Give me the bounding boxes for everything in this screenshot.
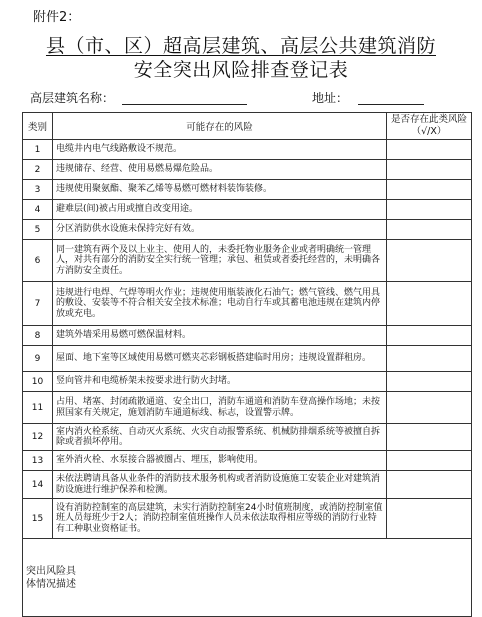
table-row <box>23 424 472 451</box>
form-fields <box>30 89 470 107</box>
table-row <box>23 346 472 372</box>
row-number: 12 <box>23 424 53 451</box>
check-cell[interactable] <box>387 392 472 424</box>
table-row <box>23 471 472 499</box>
address-field[interactable] <box>358 104 424 105</box>
row-number: 6 <box>23 240 53 282</box>
check-cell[interactable] <box>387 499 472 539</box>
table-row <box>23 392 472 424</box>
summary-label: 突出风险具体情况描述 <box>26 565 76 590</box>
row-number: 1 <box>23 140 53 160</box>
table-row <box>23 140 472 160</box>
risk-text: 设有消防控制室的高层建筑，未实行消防控制室24小时值班制度，或消防控制室值班人员每班少于2人；消防控制室值班操作人员未依法取得相应等级的消防行业特有工种职业资格证书。 <box>53 499 387 539</box>
risk-text: 违规储存、经营、使用易燃易爆危险品。 <box>53 160 387 180</box>
check-cell[interactable] <box>387 372 472 392</box>
check-cell[interactable] <box>387 160 472 180</box>
building-name-label: 高层建筑名称： <box>30 91 115 105</box>
address-label: 地址： <box>312 91 349 105</box>
attachment-label: 附件2： <box>33 10 81 25</box>
table-row <box>23 282 472 326</box>
check-cell[interactable] <box>387 451 472 471</box>
risk-text: 竖向管井和电缆桥架未按要求进行防火封堵。 <box>53 372 387 392</box>
check-cell[interactable] <box>387 200 472 220</box>
header-risk: 可能存在的风险 <box>53 113 387 140</box>
row-number: 10 <box>23 372 53 392</box>
row-number: 5 <box>23 220 53 240</box>
row-number: 9 <box>23 346 53 372</box>
table-row <box>23 326 472 346</box>
header-category: 类别 <box>23 113 53 140</box>
document-title-line-2: 安全突出风险排查登记表 <box>133 59 349 81</box>
row-number: 15 <box>23 499 53 539</box>
check-cell[interactable] <box>387 180 472 200</box>
table-row <box>23 499 472 539</box>
check-cell[interactable] <box>387 240 472 282</box>
check-cell[interactable] <box>387 140 472 160</box>
table-row <box>23 160 472 180</box>
check-cell[interactable] <box>387 424 472 451</box>
table-header-row <box>23 113 472 140</box>
check-cell[interactable] <box>387 346 472 372</box>
risk-text: 建筑外墙采用易燃可燃保温材料。 <box>53 326 387 346</box>
risk-text: 室内消火栓系统、自动灭火系统、火灾自动报警系统、机械防排烟系统等被擅自拆除或者损坏停用。 <box>53 424 387 451</box>
risk-text: 违规进行电焊、气焊等明火作业；违规使用瓶装液化石油气；燃气管线、燃气用具的敷设、安装等不符合相关安全技术标准；电动自行车或其蓄电池违规在建筑内停放或充电。 <box>53 282 387 326</box>
row-number: 2 <box>23 160 53 180</box>
table-row <box>23 451 472 471</box>
table-row <box>23 180 472 200</box>
risk-text: 避难层(间)被占用或擅自改变用途。 <box>53 200 387 220</box>
check-cell[interactable] <box>387 471 472 499</box>
check-cell[interactable] <box>387 282 472 326</box>
risk-text: 未依法聘请具备从业条件的消防技术服务机构或者消防设施施工安装企业对建筑消防设施进行维护保养和检测。 <box>53 471 387 499</box>
header-check: 是否存在此类风险（√/X） <box>387 113 472 140</box>
risk-text: 屋面、地下室等区域使用易燃可燃夹芯彩钢板搭建临时用房；违规设置群租房。 <box>53 346 387 372</box>
row-number: 7 <box>23 282 53 326</box>
document-title-line-1: 县（市、区）超高层建筑、高层公共建筑消防 <box>45 35 436 57</box>
row-number: 13 <box>23 451 53 471</box>
row-number: 8 <box>23 326 53 346</box>
table-row <box>23 372 472 392</box>
row-number: 14 <box>23 471 53 499</box>
check-cell[interactable] <box>387 220 472 240</box>
table-row <box>23 240 472 282</box>
row-number: 11 <box>23 392 53 424</box>
table-row <box>23 200 472 220</box>
row-number: 3 <box>23 180 53 200</box>
table-row <box>23 220 472 240</box>
risk-text: 室外消火栓、水泵接合器被圈占、埋压，影响使用。 <box>53 451 387 471</box>
risk-text: 占用、堵塞、封闭疏散通道、安全出口，消防车通道和消防车登高操作场地；未按照国家有关规定，施划消防车通道标线、标志，设置警示牌。 <box>53 392 387 424</box>
risk-text: 同一建筑有两个及以上业主、使用人的，未委托物业服务企业或者明确统一管理人，对共有部分的消防安全实行统一管理；承包、租赁或者委托经营的，未明确各方消防安全责任。 <box>53 240 387 282</box>
risk-text: 电缆井内电气线路敷设不规范。 <box>53 140 387 160</box>
risk-register-table <box>22 112 472 617</box>
building-name-field[interactable] <box>122 104 247 105</box>
check-cell[interactable] <box>387 326 472 346</box>
risk-text: 分区消防供水设施未保持完好有效。 <box>53 220 387 240</box>
risk-text: 违规使用聚氨酯、聚苯乙烯等易燃可燃材料装饰装修。 <box>53 180 387 200</box>
row-number: 4 <box>23 200 53 220</box>
